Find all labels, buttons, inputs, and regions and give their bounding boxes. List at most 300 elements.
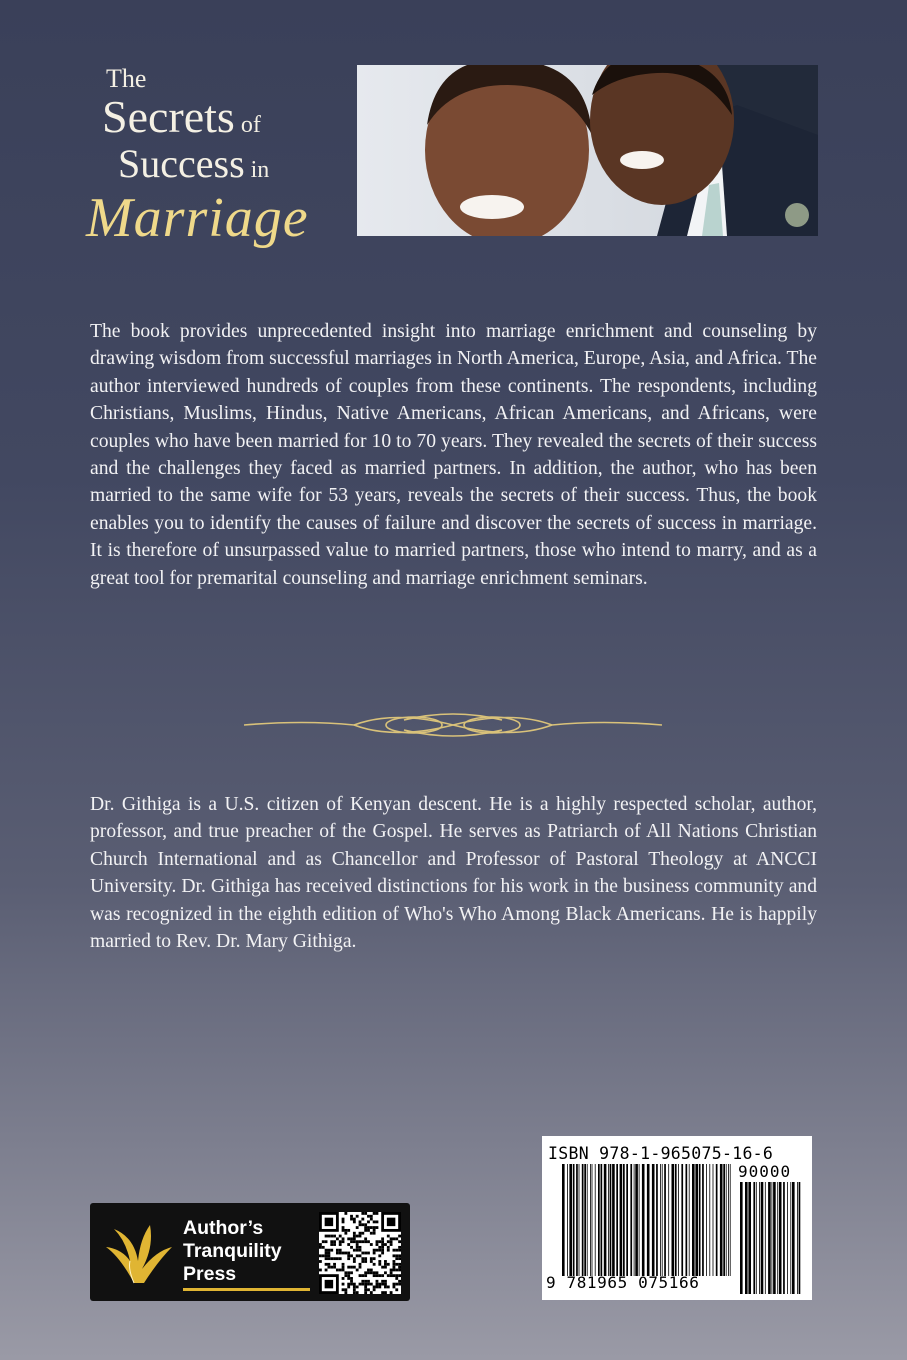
isbn-number: ISBN 978-1-965075-16-6 [548,1144,774,1163]
qr-module [376,1212,379,1215]
qr-module [350,1283,353,1286]
qr-code-pattern [319,1212,401,1294]
qr-module [387,1218,395,1226]
qr-module [361,1232,364,1235]
qr-module [395,1274,398,1277]
qr-module [398,1240,401,1243]
title-word-in: in [250,157,270,183]
barcode-bar [634,1164,635,1276]
barcode-bar [792,1182,795,1294]
barcode-bar [783,1182,785,1294]
qr-module [381,1274,384,1277]
barcode-bar [686,1164,688,1276]
qr-module [381,1280,384,1283]
qr-module [325,1269,328,1272]
qr-module [381,1240,384,1243]
qr-module [395,1283,398,1286]
barcode-bar [797,1182,798,1294]
qr-module [319,1260,322,1263]
qr-module [364,1291,367,1294]
barcode-bar [616,1164,618,1276]
qr-module [398,1274,401,1277]
qr-module [353,1283,356,1286]
barcode-bar [777,1182,778,1294]
qr-module [367,1215,370,1218]
qr-module [398,1257,401,1260]
qr-module [373,1232,376,1235]
qr-module [370,1243,373,1246]
barcode-bar [592,1164,593,1276]
qr-module [370,1215,373,1218]
qr-module [339,1269,342,1272]
title-word-of: of [240,112,261,138]
qr-module [342,1283,345,1286]
barcode-bar [756,1182,757,1294]
qr-module [322,1240,325,1243]
qr-module [376,1280,379,1283]
qr-module [390,1271,393,1274]
qr-module [376,1283,379,1286]
publisher-name-line2: Tranquility [183,1240,282,1262]
qr-module [361,1260,364,1263]
qr-module [350,1240,353,1243]
qr-module [384,1243,387,1246]
qr-module [333,1240,336,1243]
isbn-barcode [542,1136,812,1300]
qr-module [373,1226,376,1229]
barcode-bar [728,1164,729,1276]
couple-photo-illustration [357,65,818,236]
title-word-secrets: Secrets [102,91,235,142]
qr-module [319,1269,322,1272]
qr-module [370,1257,373,1260]
qr-module [370,1291,373,1294]
barcode-bar [726,1164,727,1276]
qr-module [347,1286,350,1289]
qr-module [398,1235,401,1238]
qr-module [364,1271,367,1274]
barcode-bar [587,1164,588,1276]
qr-module [364,1286,367,1289]
qr-module [350,1237,353,1240]
barcode-bar [620,1164,623,1276]
qr-module [384,1283,387,1286]
qr-module [325,1263,328,1266]
qr-module [364,1212,367,1215]
qr-module [353,1220,356,1223]
qr-module [370,1260,373,1263]
qr-module [381,1291,384,1294]
qr-module [356,1235,359,1238]
qr-module [398,1280,401,1283]
qr-module [319,1246,322,1249]
qr-module [384,1291,387,1294]
qr-module [327,1249,330,1252]
qr-module [325,1235,328,1238]
barcode-bar [642,1164,645,1276]
qr-module [330,1266,333,1269]
qr-module [390,1269,393,1272]
qr-module [373,1263,376,1266]
qr-module [350,1218,353,1221]
ean-number: 9 781965 075166 [546,1273,700,1292]
qr-module [361,1240,364,1243]
qr-module [342,1263,345,1266]
qr-module [347,1283,350,1286]
barcode-bar [709,1164,710,1276]
qr-module [381,1252,384,1255]
qr-module [342,1252,345,1255]
qr-module [333,1243,336,1246]
qr-module [336,1269,339,1272]
barcode-bar [773,1182,776,1294]
qr-module [339,1235,342,1238]
qr-module [384,1266,387,1269]
barcode-bar [630,1164,632,1276]
qr-module [342,1266,345,1269]
qr-module [393,1266,396,1269]
barcode-bar [612,1164,615,1276]
qr-module [322,1254,325,1257]
qr-module [356,1215,359,1218]
qr-module [325,1254,328,1257]
barcode-bar [761,1182,764,1294]
barcode-bar [567,1164,568,1276]
qr-module [347,1274,350,1277]
barcode-bar [573,1164,575,1276]
qr-module [393,1263,396,1266]
qr-module [378,1240,381,1243]
qr-module [364,1226,367,1229]
qr-module [390,1243,393,1246]
qr-code-icon[interactable] [319,1212,401,1294]
qr-module [378,1246,381,1249]
qr-module [398,1249,401,1252]
barcode-bar [608,1164,609,1276]
qr-module [364,1260,367,1263]
qr-module [347,1243,350,1246]
barcode-bar [702,1164,704,1276]
qr-module [373,1249,376,1252]
qr-module [393,1237,396,1240]
barcode-bar [713,1164,714,1276]
barcode-bar [562,1164,565,1276]
qr-module [395,1254,398,1257]
barcode-bar [582,1164,584,1276]
qr-module [367,1240,370,1243]
couple-photo [357,65,818,236]
qr-module [350,1266,353,1269]
qr-module [347,1237,350,1240]
qr-module [344,1232,347,1235]
qr-module [398,1266,401,1269]
qr-module [370,1218,373,1221]
qr-module [319,1254,322,1257]
qr-module [347,1252,350,1255]
qr-module [359,1283,362,1286]
qr-module [339,1243,342,1246]
publisher-name-line3: Press [183,1263,237,1285]
qr-module [364,1280,367,1283]
qr-module [336,1252,339,1255]
barcode-bar [681,1164,683,1276]
qr-module [364,1257,367,1260]
wings-logo-icon [100,1217,178,1289]
qr-module [364,1229,367,1232]
qr-module [395,1288,398,1291]
qr-module [378,1286,381,1289]
qr-module [353,1288,356,1291]
qr-module [327,1266,330,1269]
barcode-bar [678,1164,679,1276]
author-bio: Dr. Githiga is a U.S. citizen of Kenyan descent. He is a highly respected scholar, author, professor, and true preacher of the Gospel. He serves as Patriarch of All Nations Christian Church International and as Chancellor and Professor of Pastoral Theology at ANCCI University. Dr. Githiga has received distinctions for his work in the business community and was recognized in the eighth edition of Who's Who Among Black Americans. He is happily married to Rev. Dr. Mary Githiga. [90,794,817,953]
qr-module [353,1266,356,1269]
qr-module [342,1229,345,1232]
barcode-bar [656,1164,658,1276]
qr-module [370,1269,373,1272]
qr-module [364,1252,367,1255]
qr-module [353,1232,356,1235]
qr-module [370,1226,373,1229]
qr-module [393,1249,396,1252]
qr-module [342,1237,345,1240]
qr-module [395,1257,398,1260]
qr-module [342,1269,345,1272]
qr-module [376,1286,379,1289]
barcode-bar [799,1182,801,1294]
qr-module [344,1291,347,1294]
qr-module [395,1269,398,1272]
qr-module [359,1235,362,1238]
qr-module [342,1226,345,1229]
qr-module [327,1235,330,1238]
qr-module [353,1257,356,1260]
publisher-name [183,1217,282,1286]
qr-module [327,1257,330,1260]
qr-module [356,1291,359,1294]
qr-module [330,1240,333,1243]
qr-module [370,1232,373,1235]
qr-module [387,1246,390,1249]
barcode-bar [595,1164,596,1276]
qr-module [347,1257,350,1260]
qr-module [373,1257,376,1260]
qr-module [350,1271,353,1274]
qr-module [339,1257,342,1260]
qr-module [361,1212,364,1215]
qr-module [356,1243,359,1246]
qr-module [376,1274,379,1277]
barcode-bar [772,1182,773,1294]
qr-module [356,1226,359,1229]
qr-module [384,1271,387,1274]
qr-module [384,1280,387,1283]
qr-module [367,1269,370,1272]
qr-module [398,1246,401,1249]
qr-module [361,1274,364,1277]
barcode-bar [779,1182,782,1294]
book-title [84,58,354,248]
title-line-success [118,141,270,186]
qr-module [325,1280,333,1288]
qr-module [356,1246,359,1249]
publisher-name-line1: Author’s [183,1217,264,1239]
qr-module [376,1243,379,1246]
qr-module [376,1226,379,1229]
qr-module [344,1274,347,1277]
qr-module [359,1266,362,1269]
qr-module [378,1274,381,1277]
qr-module [364,1288,367,1291]
qr-module [353,1291,356,1294]
qr-module [373,1274,376,1277]
qr-module [325,1252,328,1255]
barcode-bar [740,1182,743,1294]
barcode-bar [692,1164,695,1276]
barcode-bar [706,1164,707,1276]
barcode-bar [647,1164,650,1276]
qr-module [376,1249,379,1252]
qr-module [378,1283,381,1286]
publisher-underline [183,1288,310,1291]
qr-module [364,1240,367,1243]
price-addon-number: 90000 [738,1162,792,1181]
barcode-bar [610,1164,612,1276]
qr-module [373,1229,376,1232]
barcode-bar [730,1164,731,1276]
qr-module [356,1249,359,1252]
qr-module [398,1254,401,1257]
qr-module [361,1280,364,1283]
qr-module [378,1254,381,1257]
qr-module [350,1246,353,1249]
barcode-bar [569,1164,572,1276]
qr-module [367,1288,370,1291]
barcode-bars [562,1164,732,1276]
qr-module [325,1257,328,1260]
qr-module [393,1260,396,1263]
barcode-bar [790,1182,791,1294]
qr-module [387,1286,390,1289]
qr-module [327,1254,330,1257]
qr-module [367,1229,370,1232]
qr-module [370,1271,373,1274]
qr-module [333,1263,336,1266]
barcode-bar [635,1164,638,1276]
qr-module [390,1240,393,1243]
qr-module [322,1246,325,1249]
qr-module [350,1277,353,1280]
qr-module [361,1223,364,1226]
barcode-bar [765,1182,766,1294]
qr-module [344,1288,347,1291]
barcode-bar [695,1164,698,1276]
barcode-bar [787,1182,788,1294]
qr-module [353,1237,356,1240]
qr-module [359,1220,362,1223]
qr-module [381,1266,384,1269]
qr-module [359,1223,362,1226]
title-line-secrets [102,91,261,142]
barcode-bar [598,1164,600,1276]
qr-module [327,1252,330,1255]
barcode-bar [675,1164,677,1276]
addon-barcode-bars [740,1182,802,1294]
qr-module [373,1288,376,1291]
qr-module [359,1254,362,1257]
barcode-bar [759,1182,760,1294]
qr-module [342,1218,345,1221]
barcode-bar [660,1164,661,1276]
qr-module [364,1274,367,1277]
qr-module [390,1291,393,1294]
qr-module [336,1257,339,1260]
qr-module [356,1269,359,1272]
barcode-bar [576,1164,578,1276]
qr-module [376,1220,379,1223]
qr-module [339,1252,342,1255]
qr-module [384,1260,387,1263]
qr-module [353,1260,356,1263]
qr-module [344,1271,347,1274]
qr-module [367,1252,370,1255]
qr-module [393,1283,396,1286]
qr-module [378,1263,381,1266]
title-word-marriage: Marriage [86,187,309,249]
barcode-bar [723,1164,725,1276]
publisher-badge [90,1203,410,1301]
qr-module [367,1271,370,1274]
qr-module [373,1271,376,1274]
qr-module [359,1249,362,1252]
qr-module [361,1257,364,1260]
qr-module [384,1286,387,1289]
qr-module [359,1232,362,1235]
qr-module [325,1240,328,1243]
qr-module [398,1283,401,1286]
qr-module [359,1240,362,1243]
barcode-bar [664,1164,666,1276]
qr-module [395,1237,398,1240]
qr-module [367,1220,370,1223]
qr-module [325,1218,333,1226]
qr-module [344,1252,347,1255]
qr-module [356,1240,359,1243]
qr-module [390,1274,393,1277]
book-description: The book provides unprecedented insight into marriage enrichment and counseling by drawing wisdom from successful marriages in North America, Europe, Asia, and Africa. The author interviewed hundreds of couples from these continents. The respondents, including Christians, Muslims, Hindus, Native Americans, African Americans, and Africans, were couples who have been married for 10 to 70 years. They revealed the secrets of their success and the challenges they faced as married partners. In addition, the author, who has been married to the same wife for 53 years, reveals the secrets of their success. Thus, the book enables you to identify the causes of failure and discover the secrets of success in marriage. It is therefore of unsurpassed value to married partners, those who intend to marry, and as a great tool for premarital counseling and marriage enrichment seminars. [90,321,817,589]
qr-module [373,1220,376,1223]
qr-module [381,1283,384,1286]
qr-module [378,1260,381,1263]
qr-module [336,1249,339,1252]
barcode-bar [672,1164,675,1276]
qr-module [336,1237,339,1240]
qr-module [330,1257,333,1260]
qr-module [333,1257,336,1260]
qr-module [376,1271,379,1274]
qr-module [359,1246,362,1249]
qr-module [364,1283,367,1286]
divider-ornament [244,708,662,742]
qr-module [367,1280,370,1283]
barcode-bar [662,1164,663,1276]
barcode-bar [699,1164,701,1276]
qr-module [350,1254,353,1257]
barcode-bar [652,1164,655,1276]
barcode-bar [626,1164,628,1276]
barcode-bar [601,1164,603,1276]
qr-module [353,1286,356,1289]
